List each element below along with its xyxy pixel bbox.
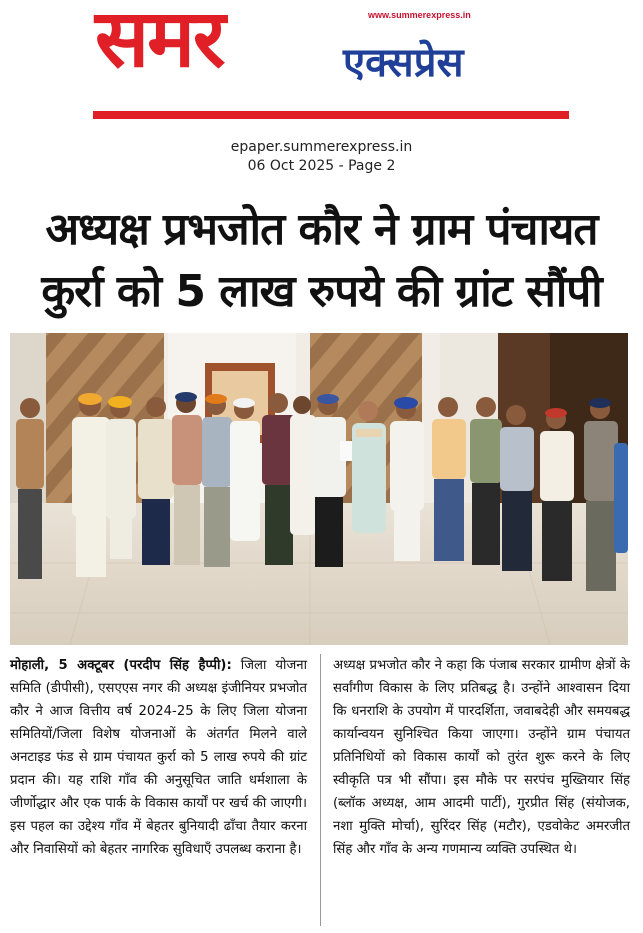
- group-photo-illustration: [10, 333, 628, 645]
- date-page-label: 06 Oct 2025 - Page 2: [247, 158, 396, 174]
- article-column-1: [10, 654, 307, 861]
- article-dateline: मोहाली, 5 अक्टूबर (परदीप सिंह हैप्पी):: [10, 658, 232, 673]
- article-col1-body: जिला योजना समिति (डीपीसी), एसएएस नगर की अध्यक्ष इंजीनियर प्रभजोत कौर ने आज वित्तीय वर्ष 2024-25 के लिए जिला योजना समितियों/जिला विशेष योजनाओं के अंतर्गत मिलने वाले अनटाइड फंड से ग्राम पंचायत कुर्रा को 5 लाख रुपये की ग्रांट प्रदान की। यह राशि गाँव की अनुसूचित जाति धर्मशाला के जीर्णोद्धार और एक पार्क के विकास कार्यों पर खर्च की जाएगी। इस पहल का उद्देश्य गाँव में बेहतर बुनियादी ढाँचा तैयार करना और निवासियों को बेहतर नागरिक सुविधाएँ उपलब्ध कराना है।: [10, 658, 307, 857]
- masthead-url: www.summerexpress.in: [368, 10, 471, 20]
- masthead-express: एक्सप्रेस: [343, 40, 464, 86]
- column-divider: [320, 654, 321, 926]
- group-photo: [10, 333, 628, 645]
- headline-line-2: कुर्रा को 5 लाख रुपये की ग्रांट सौंपी: [41, 266, 602, 317]
- epaper-site[interactable]: epaper.summerexpress.in: [230, 139, 413, 155]
- headline-line-1: अध्यक्ष प्रभजोत कौर ने ग्राम पंचायत: [45, 204, 598, 255]
- article-col2-body: अध्यक्ष प्रभजोत कौर ने कहा कि पंजाब सरकार ग्रामीण क्षेत्रों के सर्वांगीण विकास के लिए प्रतिबद्ध है। उन्होंने आश्वासन दिया कि धनराशि के उपयोग में पारदर्शिता, जवाबदेही और समयबद्ध कार्यान्वयन सुनिश्चित किया जाएगा। उन्होंने ग्राम पंचायत प्रतिनिधियों को विकास कार्यों को तुरंत शुरू करने के लिए स्वीकृति पत्र भी सौंपा। इस मौके पर सरपंच मुख्तियार सिंह (ब्लॉक अध्यक्ष, आम आदमी पार्टी), गुरप्रीत सिंह (संयोजक, नशा मुक्ति मोर्चा), सुरिंदर सिंह (मटौर), एडवोकेट अमरजीत सिंह और गाँव के अन्य गणमान्य व्यक्ति उपस्थित थे।: [333, 658, 630, 857]
- masthead-samar: समर: [95, 0, 224, 85]
- masthead-underline: [93, 111, 569, 119]
- masthead-logo: [93, 0, 569, 120]
- article-column-2: [333, 654, 630, 861]
